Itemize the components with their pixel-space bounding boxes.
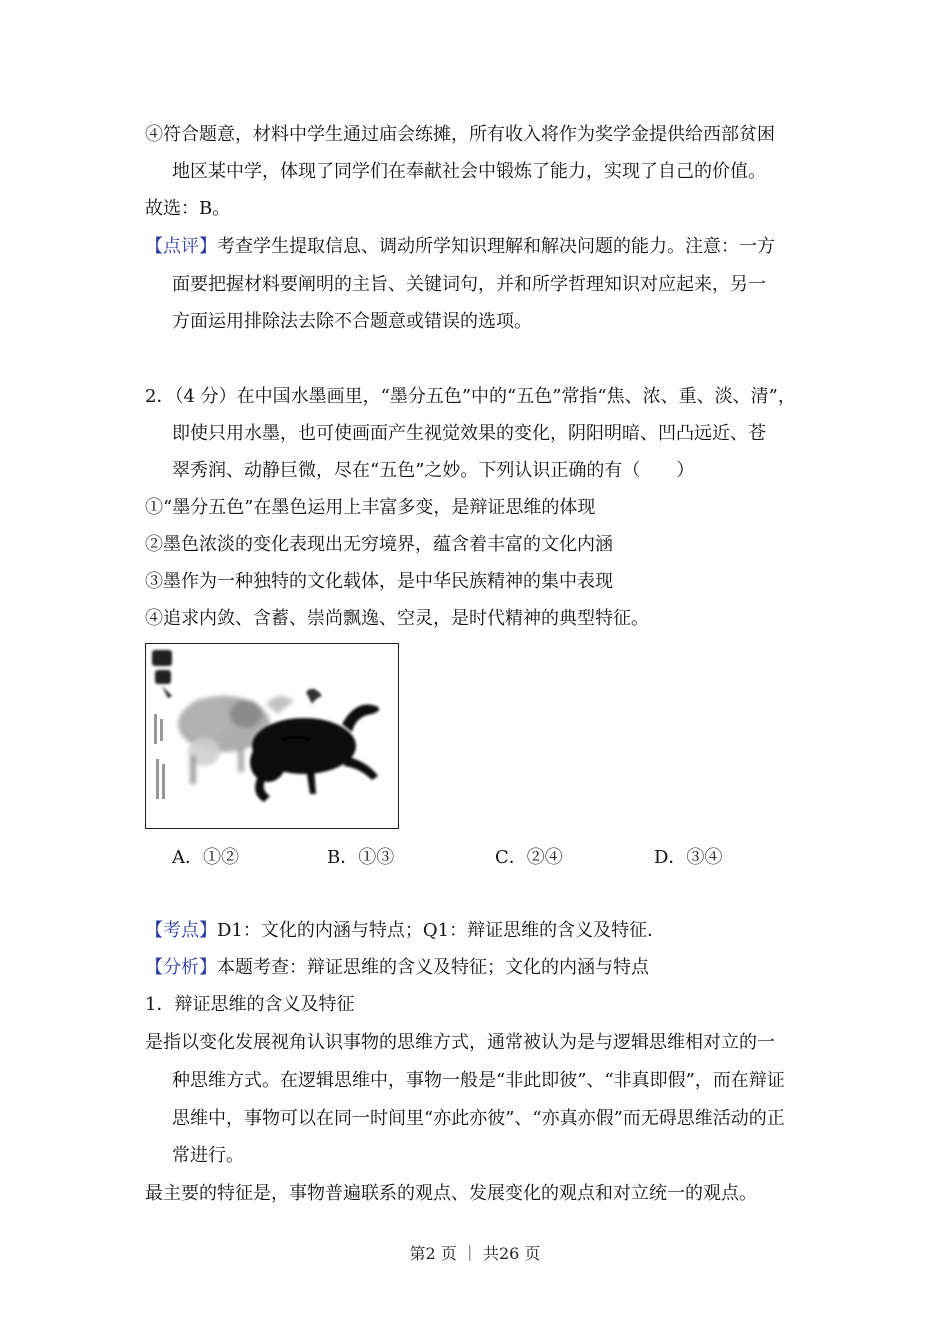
answer-choice: 故选：B。 bbox=[145, 198, 231, 219]
option-c: C．②④ bbox=[495, 847, 563, 868]
comment-line: 面要把握材料要阐明的主旨、关键词句，并和所学哲理知识对应起来，另一 bbox=[172, 274, 766, 295]
question-stem: 翠秀润、动静巨微，尽在“五色”之妙。下列认识正确的有（ ） bbox=[172, 460, 695, 481]
statement-3: ③墨作为一种独特的文化载体，是中华民族精神的集中表现 bbox=[145, 571, 613, 592]
statement-2: ②墨色浓淡的变化表现出无穷境界，蕴含着丰富的文化内涵 bbox=[145, 534, 613, 555]
comment-text: 考查学生提取信息、调动所学知识理解和解决问题的能力。注意：一方 bbox=[217, 236, 775, 257]
comment-line: 方面运用排除法去除不合题意或错误的选项。 bbox=[172, 311, 532, 332]
analysis-paragraph: 是指以变化发展视角认识事物的思维方式，通常被认为是与逻辑思维相对立的一 bbox=[145, 1032, 775, 1053]
statement-4: ④追求内敛、含蓄、崇尚飘逸、空灵，是时代精神的典型特征。 bbox=[145, 608, 649, 629]
analysis-paragraph: 种思维方式。在逻辑思维中，事物一般是“非此即彼”、“非真即假”，而在辩证 bbox=[172, 1070, 785, 1091]
option-a: A．①② bbox=[172, 847, 239, 868]
answer-line: ④符合题意，材料中学生通过庙会练摊，所有收入将作为奖学金提供给西部贫困 bbox=[145, 124, 775, 145]
fenxi-tag: 【分析】 bbox=[145, 957, 217, 978]
analysis-summary: 最主要的特征是，事物普遍联系的观点、发展变化的观点和对立统一的观点。 bbox=[145, 1183, 757, 1204]
comment-tag: 【点评】 bbox=[145, 236, 217, 257]
analysis-paragraph: 常进行。 bbox=[172, 1145, 244, 1166]
kaodian-tag: 【考点】 bbox=[145, 920, 217, 941]
ink-painting-cattle-icon bbox=[146, 644, 397, 827]
comment-line bbox=[145, 234, 775, 260]
question-stem: 即使只用水墨，也可使画面产生视觉效果的变化，阴阳明暗、凹凸远近、苍 bbox=[172, 423, 766, 444]
fenxi-text: 本题考查：辩证思维的含义及特征；文化的内涵与特点 bbox=[217, 957, 649, 978]
answer-line: 地区某中学，体现了同学们在奉献社会中锻炼了能力，实现了自己的价值。 bbox=[172, 161, 766, 182]
option-d: D．③④ bbox=[654, 847, 723, 868]
fenxi-line bbox=[145, 955, 649, 981]
kaodian-text: D1：文化的内涵与特点；Q1：辩证思维的含义及特征． bbox=[217, 920, 666, 941]
analysis-point: 1．辩证思维的含义及特征 bbox=[145, 994, 355, 1015]
analysis-paragraph: 思维中，事物可以在同一时间里“亦此亦彼”、“亦真亦假”而无碍思维活动的正 bbox=[172, 1108, 785, 1129]
statement-1: ①“墨分五色”在墨色运用上丰富多变，是辩证思维的体现 bbox=[145, 497, 596, 518]
question-stem: 2．（4 分）在中国水墨画里，“墨分五色”中的“五色”常指“焦、浓、重、淡、清”， bbox=[145, 386, 796, 407]
option-b: B．①③ bbox=[327, 847, 395, 868]
page-footer: 第2 页 ｜ 共26 页 bbox=[409, 1244, 541, 1263]
ink-painting-image bbox=[145, 643, 399, 829]
kaodian-line bbox=[145, 918, 665, 944]
